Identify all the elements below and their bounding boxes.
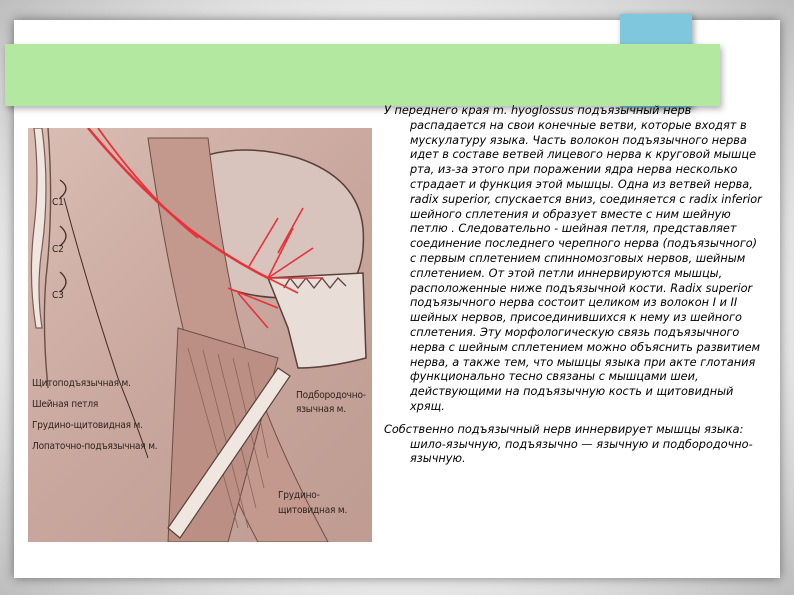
body-text: [384, 104, 764, 467]
label-geniohyoid-2: язычная м.: [296, 404, 346, 415]
label-c3: C3: [52, 290, 64, 301]
label-sternothyroid: Грудино-щитовидная м.: [32, 420, 143, 431]
label-geniohyoid-1: Подбородочно-: [296, 390, 366, 401]
ansa-line: [64, 198, 148, 458]
paragraph-hypoglossal-innervation: Собственно подъязычный нерв иннервирует мышцы языка: шило-язычную, подъязычно — язычную и подбородочно-язычную.: [384, 422, 753, 466]
anatomy-illustration: [28, 128, 372, 542]
paragraph-hyoglossus: У переднего края m. hyoglossus подъязычный нерв распадается на свои конечные ветви, которые входят в мускулатуру языка. Часть волокон подъязычного нерва идет в составе ветвей лицевого нерва к круговой мышце рта, из-за этого при поражении ядра нерва несколько страдает и функция этой мышцы. Одна из ветвей нерва, radix superior, спускается вниз, соединяется с radix inferior шейного сплетения и образует вместе с ним шейную петлю . Следовательно - шейная петля, представляет соединение последнего черепного нерва (подъязычного) с первым сплетением спинномозговых нервов, шейным сплетением. От этой петли иннервируются мышцы, расположенные ниже подъязычной кости. Radix superior подъязычного нерва состоит целиком из волокон I и II шейных нервов, присоединившихся к нему из шейного сплетения. Эту морфологическую связь подъязычного нерва с шейным сплетением можно объяснить развитием нерва, а также тем, что мышцы языка при акте глотания функционально тесно связаны с мышцами шеи, действующими на подъязычную кость и щитовидный хрящ.: [384, 104, 762, 413]
c1-loop: [60, 180, 66, 198]
label-omohyoid: Лопаточно-подъязычная м.: [32, 441, 158, 452]
c2-loop: [60, 226, 66, 246]
c3-loop: [60, 272, 66, 292]
label-ansa: Шейная петля: [32, 399, 99, 410]
label-sternothyroid2-2: щитовидная м.: [278, 505, 348, 516]
anatomy-drawing: [28, 128, 372, 542]
spinal-column: [31, 128, 46, 328]
label-c1: C1: [52, 197, 64, 208]
label-sternothyroid2-1: Грудино-: [278, 490, 320, 501]
title-bar: [5, 44, 720, 106]
mandible: [268, 273, 366, 368]
label-thyrohyoid: Щитоподъязычная м.: [32, 378, 131, 389]
label-c2: C2: [52, 244, 64, 255]
